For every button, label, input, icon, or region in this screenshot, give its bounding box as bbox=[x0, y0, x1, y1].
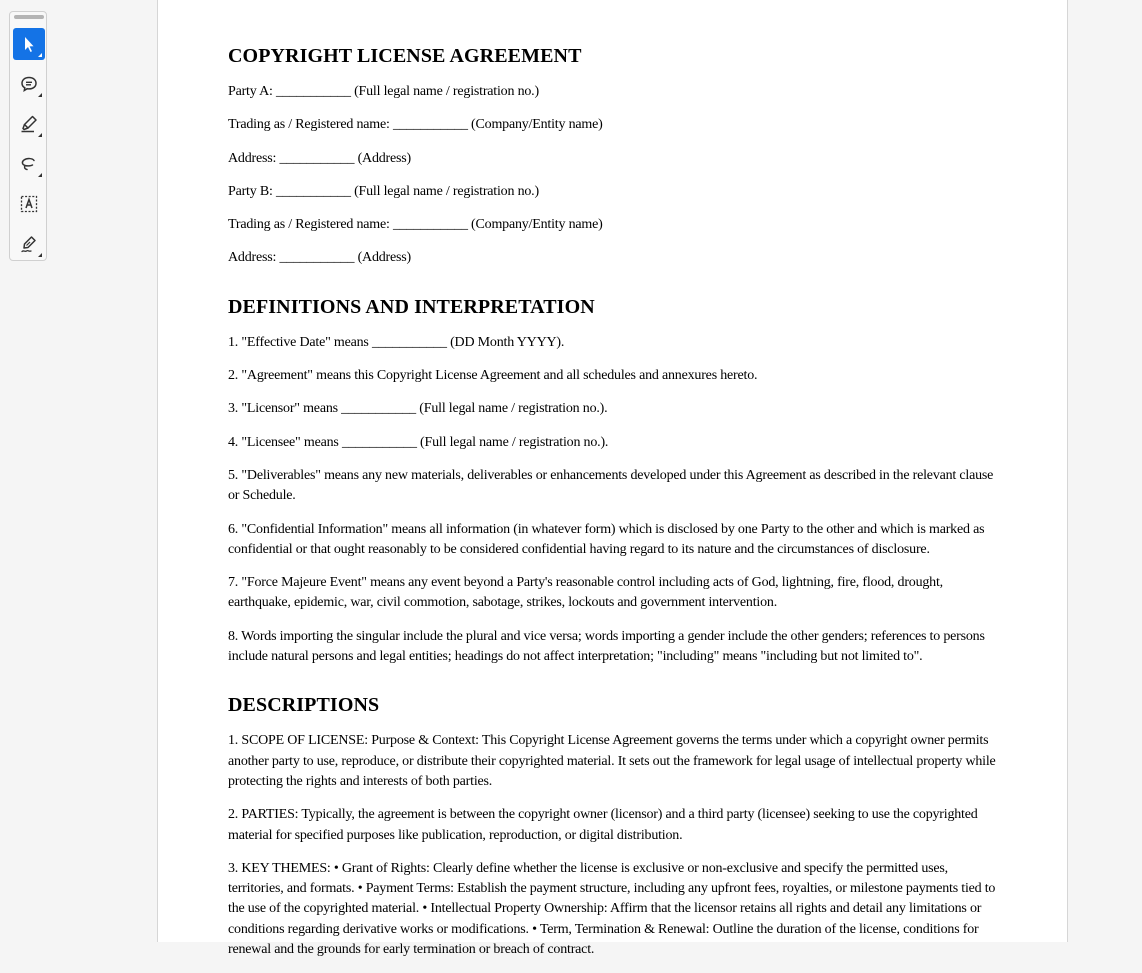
party-a-address-line: Address: ___________ (Address) bbox=[228, 150, 411, 166]
submenu-indicator bbox=[38, 253, 42, 257]
highlighter-pen-icon bbox=[19, 114, 39, 134]
party-b-line: Party B: ___________ (Full legal name / registration no.) bbox=[228, 183, 539, 199]
party-b-trading-line: Trading as / Registered name: ___________ (Company/Entity name) bbox=[228, 217, 603, 233]
highlight-tool-button[interactable] bbox=[13, 108, 45, 140]
annotation-toolbar bbox=[9, 11, 47, 261]
cursor-arrow-icon bbox=[19, 34, 39, 54]
sign-tool-button[interactable] bbox=[13, 228, 45, 260]
comment-bubble-icon bbox=[19, 74, 39, 94]
signature-pen-icon bbox=[19, 234, 39, 254]
descriptions-heading: DESCRIPTIONS bbox=[228, 694, 380, 717]
submenu-indicator bbox=[38, 53, 42, 57]
freehand-lasso-icon bbox=[19, 154, 39, 174]
submenu-indicator bbox=[38, 133, 42, 137]
definition-item: 2. "Agreement" means this Copyright License Agreement and all schedules and annexures hereto. bbox=[228, 368, 758, 384]
definition-item: 1. "Effective Date" means ___________ (DD Month YYYY). bbox=[228, 334, 565, 350]
text-box-tool-button[interactable] bbox=[13, 188, 45, 220]
definition-item: 4. "Licensee" means ___________ (Full legal name / registration no.). bbox=[228, 434, 609, 450]
document-title: COPYRIGHT LICENSE AGREEMENT bbox=[228, 45, 582, 67]
toolbar-drag-handle[interactable] bbox=[14, 15, 44, 19]
definition-item: 7. "Force Majeure Event" means any event beyond a Party's reasonable control including acts of God, lightning, fire, flood, drought, earthquake, epidemic, war, civil commotion, sabotage, strikes, lockouts and government intervention. bbox=[228, 575, 943, 611]
submenu-indicator bbox=[38, 173, 42, 177]
party-b-address-line: Address: ___________ (Address) bbox=[228, 250, 411, 266]
definitions-heading: DEFINITIONS AND INTERPRETATION bbox=[228, 295, 595, 318]
definition-item: 8. Words importing the singular include the plural and vice versa; words importing a gender include the other genders; references to persons include natural persons and legal entities; headings do not affect interpretation; "including" means "including but not limited to". bbox=[228, 628, 985, 665]
description-item: 2. PARTIES: Typically, the agreement is between the copyright owner (licensor) and a third party (licensee) seeking to use the copyrighted material for specified purposes like publication, reproduction, or digital distribution. bbox=[228, 807, 978, 843]
party-a-trading-line: Trading as / Registered name: ___________ (Company/Entity name) bbox=[228, 117, 603, 133]
document-page bbox=[157, 0, 1068, 958]
submenu-indicator bbox=[38, 93, 42, 97]
text-box-icon bbox=[19, 194, 39, 214]
document-content bbox=[228, 44, 1000, 973]
party-a-line: Party A: ___________ (Full legal name / registration no.) bbox=[228, 84, 539, 99]
definition-item: 3. "Licensor" means ___________ (Full legal name / registration no.). bbox=[228, 401, 608, 417]
draw-tool-button[interactable] bbox=[13, 148, 45, 180]
select-tool-button[interactable] bbox=[13, 28, 45, 60]
description-item: 3. KEY THEMES: • Grant of Rights: Clearly define whether the license is exclusive or non-exclusive and specify the permitted uses, territories, and formats. • Payment Terms: Establish the payment structure, including any upfront fees, royalties, or milestone payments tied to the use of the copyrighted material. • Intellectual Property Ownership: Affirm that the licensor retains all rights and detail any limitations or conditions regarding derivative works or modifications. • Term, Termination & Renewal: Outline the duration of the license, conditions for renewal and the grounds for early termination or breach of contract. bbox=[228, 860, 996, 958]
definition-item: 5. "Deliverables" means any new materials, deliverables or enhancements developed under this Agreement as described in the relevant clause or Schedule. bbox=[228, 467, 994, 504]
comment-tool-button[interactable] bbox=[13, 68, 45, 100]
definition-item: 6. "Confidential Information" means all information (in whatever form) which is disclosed by one Party to the other and which is marked as confidential or that ought reasonably to be considered confidential having regard to its nature and the circumstances of disclosure. bbox=[228, 521, 985, 557]
description-item: 1. SCOPE OF LICENSE: Purpose & Context: This Copyright License Agreement governs the terms under which a copyright owner permits another party to use, reproduce, or distribute their copyrighted material. It sets out the framework for legal usage of intellectual property while protecting the rights and interests of both parties. bbox=[228, 733, 996, 789]
